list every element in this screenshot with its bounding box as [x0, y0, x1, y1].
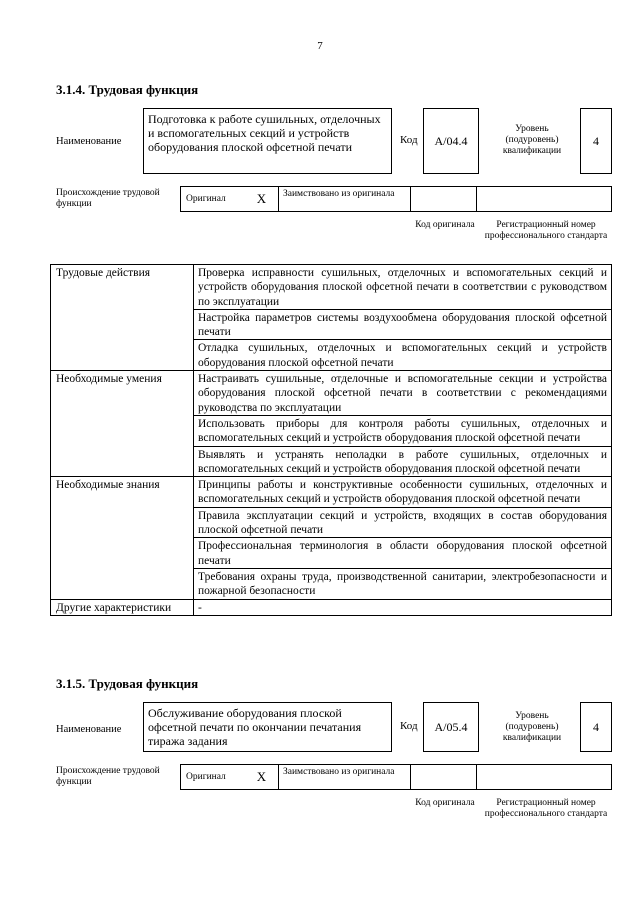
- item-cell: Настройка параметров системы воздухообмена оборудования плоской офсетной печати: [194, 309, 612, 340]
- labor-function-table: [50, 264, 612, 616]
- original-label: Оригинал: [186, 771, 226, 782]
- code-original-cell: [411, 187, 477, 211]
- borrowed-label: Заимствовано из оригинала: [279, 187, 411, 211]
- origin-row: [180, 764, 612, 790]
- name-label: Наименование: [56, 723, 122, 735]
- code-original-cell: [411, 765, 477, 789]
- item-cell: Проверка исправности сушильных, отделочных и вспомогательных секций и устройств оборудования плоской офсетной печати в соответствии с руководством по эксплуатации: [194, 265, 612, 310]
- borrowed-label: Заимствовано из оригинала: [279, 765, 411, 789]
- item-cell: -: [194, 599, 612, 615]
- code-value: А/05.4: [434, 719, 468, 734]
- code-label: Код: [400, 719, 418, 732]
- table-row: [51, 265, 612, 310]
- code-value-box: [423, 108, 479, 174]
- table-row: [51, 371, 612, 416]
- section-title: 3.1.5. Трудовая функция: [56, 676, 199, 691]
- reg-number-cell: [477, 187, 611, 211]
- code-label: Код: [400, 133, 418, 146]
- item-cell: Профессиональная терминология в области оборудования плоской офсетной печати: [194, 538, 612, 569]
- reg-number-label: Регистрационный номер профессионального стандарта: [484, 220, 608, 241]
- page-number: 7: [317, 40, 323, 52]
- origin-row: [180, 186, 612, 212]
- section-title: 3.1.4. Трудовая функция: [56, 82, 199, 97]
- category-cell: Необходимые умения: [51, 371, 194, 477]
- item-cell: Использовать приборы для контроля работы сушильных, отделочных и вспомогательных секций и устройств оборудования плоской офсетной печати: [194, 415, 612, 446]
- name-value-box: [143, 108, 392, 174]
- origin-label: Происхождение трудовой функции: [56, 188, 160, 209]
- name-value: Подготовка к работе сушильных, отделочных и вспомогательных секций и устройств оборудования плоской офсетной печати: [148, 112, 381, 154]
- code-value: А/04.4: [434, 133, 468, 148]
- level-label: Уровень (подуровень) квалификации: [502, 123, 562, 156]
- original-label: Оригинал: [186, 193, 226, 204]
- item-cell: Принципы работы и конструктивные особенности сушильных, отделочных и вспомогательных секций и устройств оборудования плоской офсетной печати: [194, 477, 612, 508]
- origin-label: Происхождение трудовой функции: [56, 766, 160, 787]
- reg-number-label: Регистрационный номер профессионального стандарта: [484, 798, 608, 819]
- table-row: [51, 599, 612, 615]
- reg-number-cell: [477, 765, 611, 789]
- original-mark: X: [245, 187, 279, 211]
- table-row: [51, 477, 612, 508]
- category-cell: Необходимые знания: [51, 477, 194, 599]
- level-label: Уровень (подуровень) квалификации: [502, 710, 562, 743]
- level-value: 4: [593, 133, 599, 148]
- category-cell: Трудовые действия: [51, 265, 194, 371]
- code-value-box: [423, 702, 479, 752]
- category-cell: Другие характеристики: [51, 599, 194, 615]
- code-original-label: Код оригинала: [415, 219, 475, 230]
- level-value-box: [580, 702, 612, 752]
- code-original-label: Код оригинала: [415, 797, 475, 808]
- name-value: Обслуживание оборудования плоской офсетной печати по окончании печатания тиража задания: [148, 706, 362, 748]
- original-mark: X: [245, 765, 279, 789]
- item-cell: Отладка сушильных, отделочных и вспомогательных секций и устройств оборудования плоской офсетной печати: [194, 340, 612, 371]
- item-cell: Настраивать сушильные, отделочные и вспомогательные секции и устройства оборудования плоской офсетной печати в соответствии с рекомендациями руководства по эксплуатации: [194, 371, 612, 416]
- item-cell: Выявлять и устранять неполадки в работе сушильных, отделочных и вспомогательных секций и устройств оборудования плоской офсетной печати: [194, 446, 612, 477]
- level-value: 4: [593, 719, 599, 734]
- item-cell: Требования охраны труда, производственной санитарии, электробезопасности и пожарной безопасности: [194, 568, 612, 599]
- name-label: Наименование: [56, 135, 122, 147]
- level-value-box: [580, 108, 612, 174]
- name-value-box: [143, 702, 392, 752]
- item-cell: Правила эксплуатации секций и устройств, входящих в состав оборудования плоской офсетной печати: [194, 507, 612, 538]
